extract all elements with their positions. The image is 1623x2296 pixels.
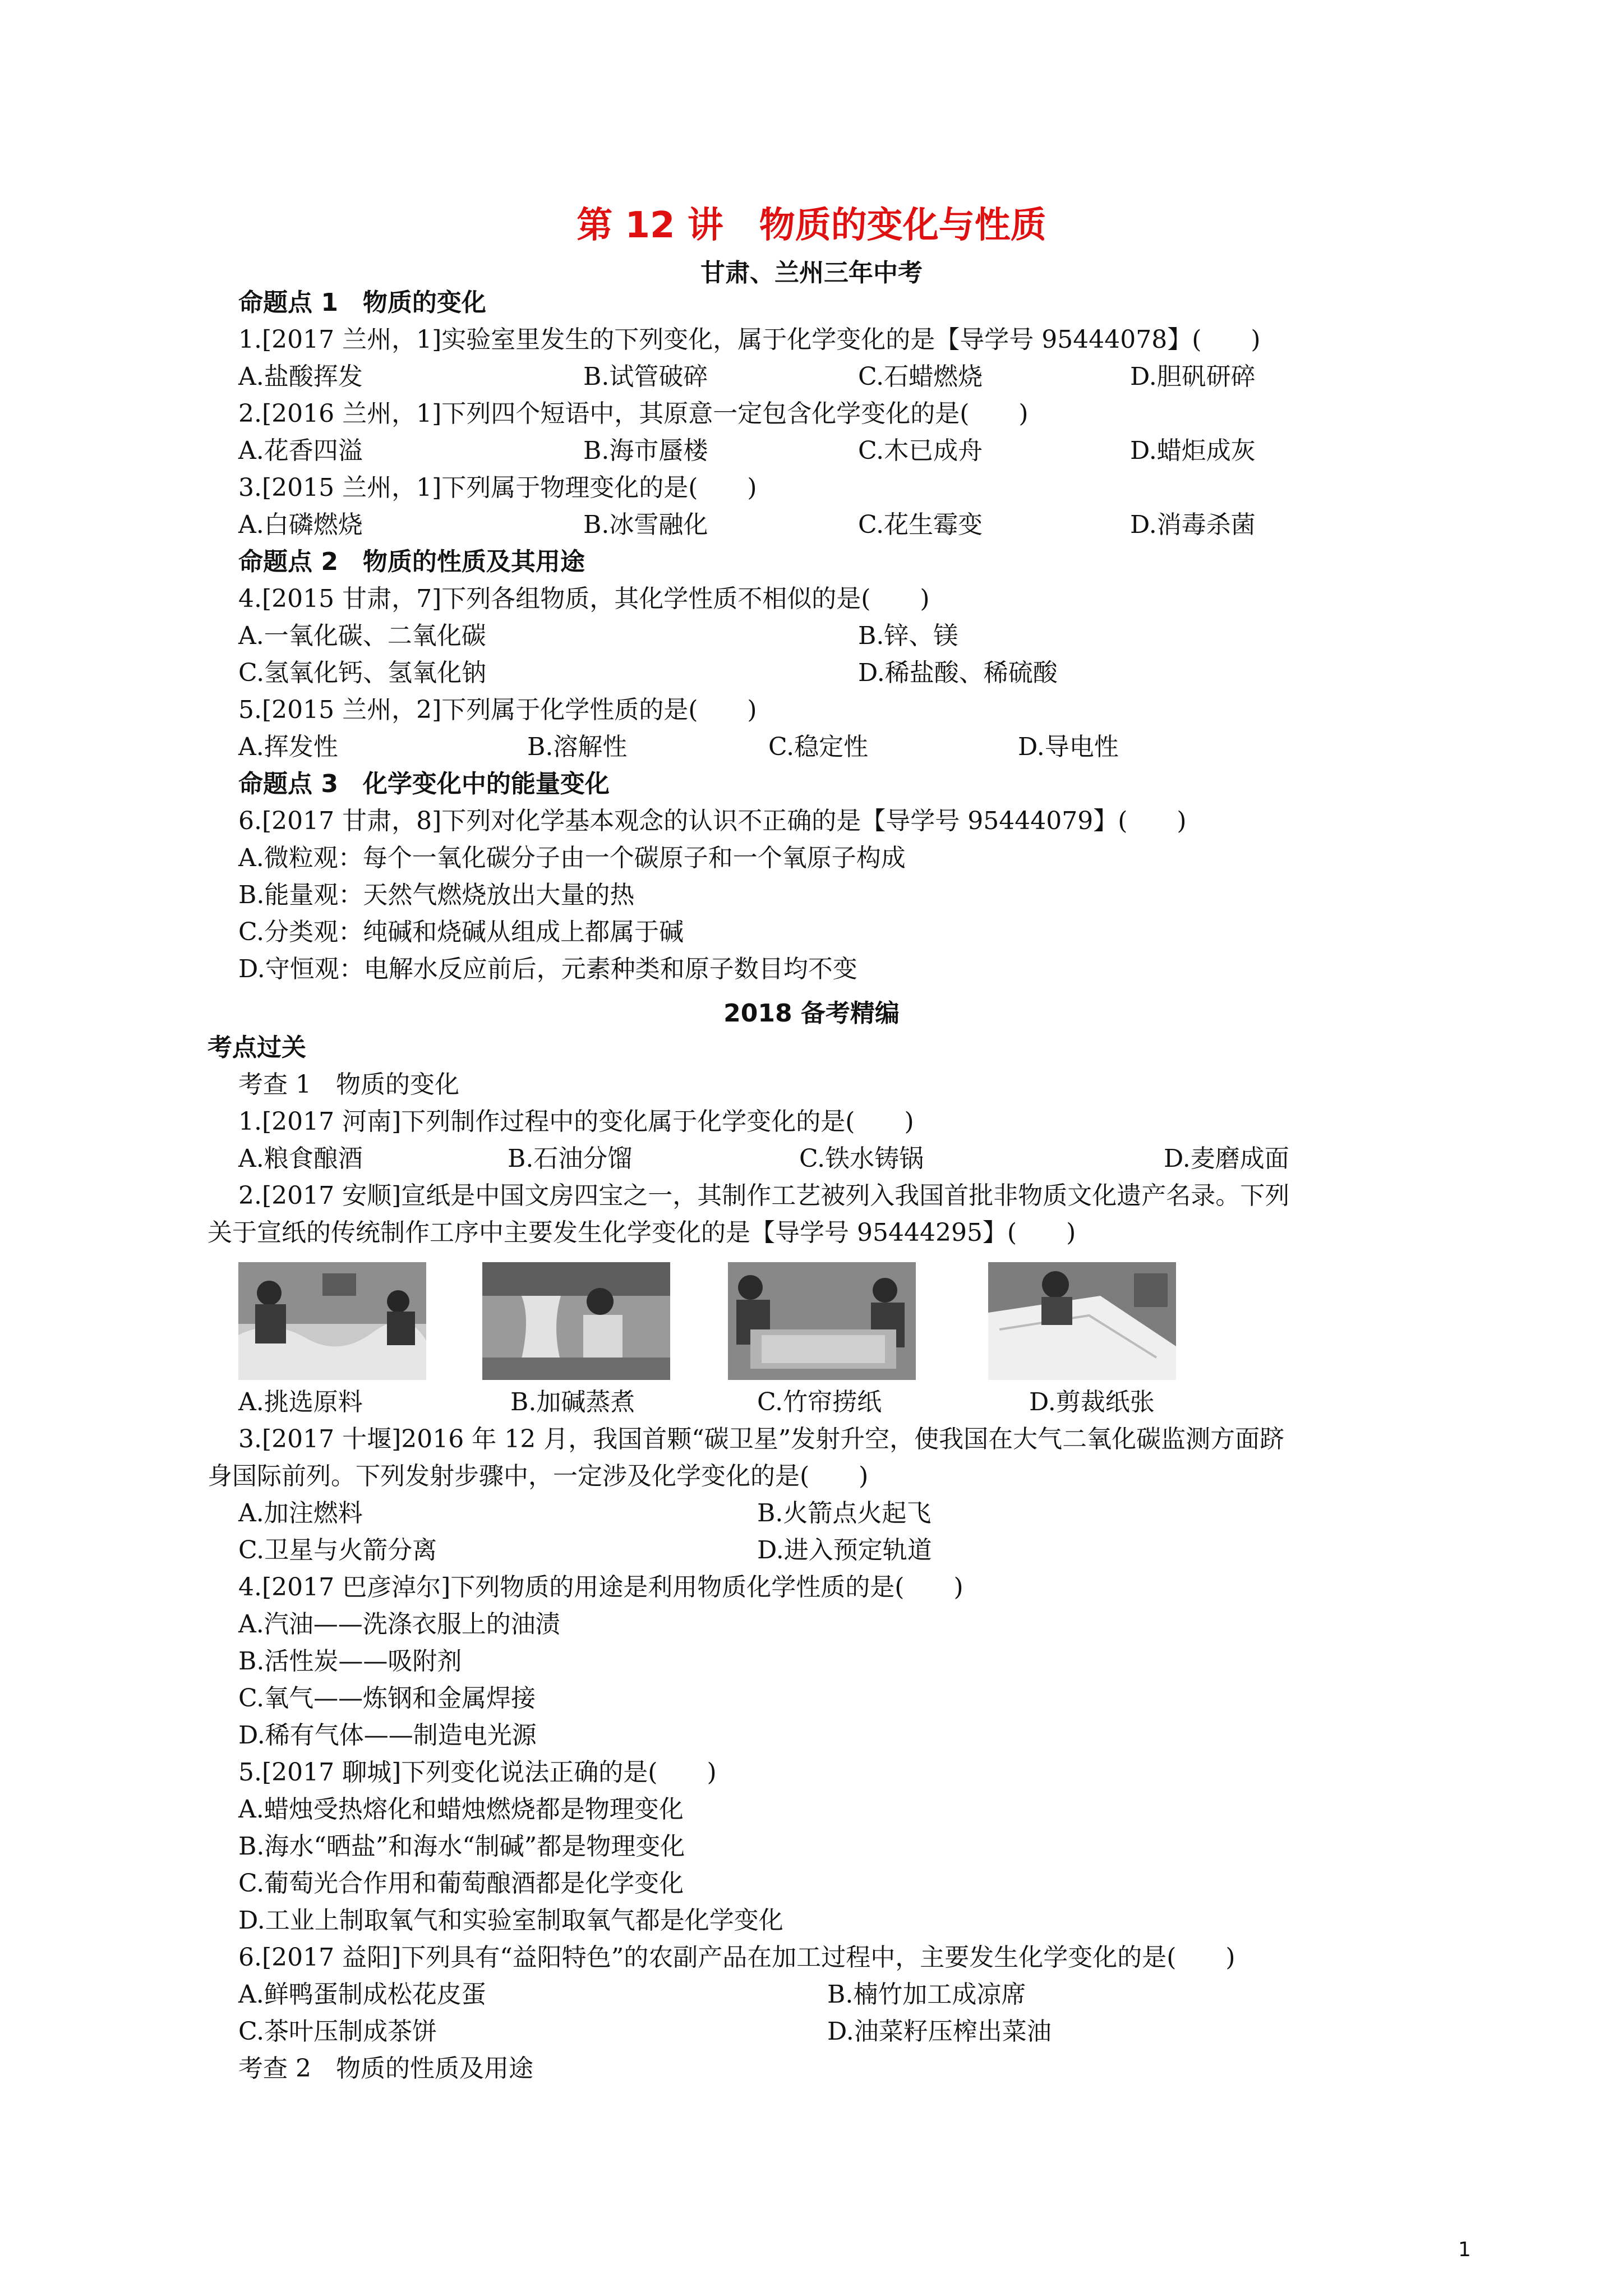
- option: C.分类观：纯碱和烧碱从组成上都属于碱: [238, 918, 684, 946]
- option: B.活性炭——吸附剂: [238, 1647, 462, 1676]
- option: A.白磷燃烧: [238, 510, 363, 539]
- option: A.花香四溢: [238, 436, 363, 465]
- option: C.木已成舟: [858, 436, 983, 465]
- question-stem-continued: 身国际前列。下列发射步骤中，一定涉及化学变化的是( ): [208, 1462, 869, 1490]
- option: B.加碱蒸煮: [510, 1388, 635, 1416]
- option: C.石蜡燃烧: [858, 362, 983, 391]
- option: A.微粒观：每个一氧化碳分子由一个碳原子和一个氧原子构成: [238, 844, 906, 872]
- question-stem: 1.[2017 兰州，1]实验室里发生的下列变化，属于化学变化的是【导学号 95444078】( ): [238, 325, 1261, 354]
- question-stem: 6.[2017 益阳]下列具有“益阳特色”的农副产品在加工过程中，主要发生化学变化的是( ): [238, 1943, 1235, 1972]
- option: A.一氧化碳、二氧化碳: [238, 622, 486, 650]
- question-stem: 6.[2017 甘肃，8]下列对化学基本观念的认识不正确的是【导学号 95444079】( ): [238, 807, 1187, 835]
- page-number: 1: [1458, 2238, 1471, 2261]
- option: D.稀盐酸、稀硫酸: [858, 659, 1058, 687]
- question-stem: 3.[2017 十堰]2016 年 12 月，我国首颗“碳卫星”发射升空，使我国在大气二氧化碳监测方面跻: [238, 1425, 1285, 1453]
- option: D.消毒杀菌: [1130, 510, 1256, 539]
- photo-selecting-materials: [238, 1262, 426, 1380]
- question-stem: 4.[2015 甘肃，7]下列各组物质，其化学性质不相似的是( ): [238, 585, 930, 613]
- option: A.挑选原料: [238, 1388, 363, 1416]
- option: C.花生霉变: [858, 510, 983, 539]
- question-stem: 2.[2017 安顺]宣纸是中国文房四宝之一，其制作工艺被列入我国首批非物质文化遗产名录。下列: [238, 1181, 1290, 1210]
- page-title: 第 12 讲 物质的变化与性质: [577, 205, 1046, 246]
- option: D.剪裁纸张: [1029, 1388, 1155, 1416]
- option: D.胆矾研碎: [1130, 362, 1256, 391]
- option: A.挥发性: [238, 733, 338, 761]
- option: C.氢氧化钙、氢氧化钠: [238, 659, 487, 687]
- option: A.盐酸挥发: [238, 362, 363, 391]
- option: D.导电性: [1018, 733, 1119, 761]
- topic-heading: 考查 2 物质的性质及用途: [238, 2054, 533, 2083]
- subsection-heading: 考点过关: [208, 1033, 306, 1062]
- option: B.锌、镁: [858, 622, 958, 650]
- option: D.蜡炬成灰: [1130, 436, 1256, 465]
- topic-heading: 命题点 2 物质的性质及其用途: [238, 547, 585, 576]
- question-stem: 3.[2015 兰州，1]下列属于物理变化的是( ): [238, 473, 757, 502]
- option: C.卫星与火箭分离: [238, 1536, 437, 1565]
- option: D.稀有气体——制造电光源: [238, 1721, 537, 1750]
- photo-scooping-paper: [728, 1262, 916, 1380]
- option: D.麦磨成面: [1164, 1144, 1289, 1173]
- option: B.冰雪融化: [583, 510, 708, 539]
- option: C.稳定性: [768, 733, 869, 761]
- section-heading-exams: 甘肃、兰州三年中考: [700, 259, 923, 287]
- question-stem: 4.[2017 巴彦淖尔]下列物质的用途是利用物质化学性质的是( ): [238, 1573, 963, 1602]
- option: C.氧气——炼钢和金属焊接: [238, 1684, 536, 1713]
- question-stem: 1.[2017 河南]下列制作过程中的变化属于化学变化的是( ): [238, 1107, 914, 1136]
- topic-heading: 考查 1 物质的变化: [238, 1070, 459, 1099]
- option: B.楠竹加工成凉席: [827, 1980, 1026, 2009]
- option: C.竹帘捞纸: [757, 1388, 882, 1416]
- option: B.溶解性: [527, 733, 628, 761]
- option: B.能量观：天然气燃烧放出大量的热: [238, 881, 635, 909]
- question-stem: 2.[2016 兰州，1]下列四个短语中，其原意一定包含化学变化的是( ): [238, 399, 1029, 428]
- option: B.试管破碎: [583, 362, 708, 391]
- option: C.茶叶压制成茶饼: [238, 2017, 437, 2046]
- option: B.火箭点火起飞: [757, 1499, 932, 1527]
- question-stem: 5.[2015 兰州，2]下列属于化学性质的是( ): [238, 696, 757, 724]
- option: C.葡萄光合作用和葡萄酿酒都是化学变化: [238, 1869, 684, 1898]
- question-stem-continued: 关于宣纸的传统制作工序中主要发生化学变化的是【导学号 95444295】( ): [208, 1218, 1076, 1247]
- question-stem: 5.[2017 聊城]下列变化说法正确的是( ): [238, 1758, 717, 1787]
- option: A.粮食酿酒: [238, 1144, 363, 1173]
- option: A.加注燃料: [238, 1499, 363, 1527]
- option: A.汽油——洗涤衣服上的油渍: [238, 1610, 560, 1639]
- topic-heading: 命题点 1 物质的变化: [238, 288, 486, 317]
- option: A.鲜鸭蛋制成松花皮蛋: [238, 1980, 486, 2009]
- section-heading-prep: 2018 备考精编: [723, 999, 900, 1028]
- option: A.蜡烛受热熔化和蜡烛燃烧都是物理变化: [238, 1795, 684, 1824]
- topic-heading: 命题点 3 化学变化中的能量变化: [238, 770, 610, 798]
- option: B.海市蜃楼: [583, 436, 708, 465]
- option: D.守恒观：电解水反应前后，元素种类和原子数目均不变: [238, 955, 857, 983]
- option: B.海水“晒盐”和海水“制碱”都是物理变化: [238, 1832, 685, 1861]
- option: D.工业上制取氧气和实验室制取氧气都是化学变化: [238, 1906, 783, 1935]
- photo-boiling-with-alkali: [482, 1262, 670, 1380]
- option: C.铁水铸锅: [799, 1144, 924, 1173]
- option: D.进入预定轨道: [757, 1536, 932, 1565]
- option: B.石油分馏: [508, 1144, 633, 1173]
- option: D.油菜籽压榨出菜油: [827, 2017, 1052, 2046]
- photo-cutting-paper: [988, 1262, 1176, 1380]
